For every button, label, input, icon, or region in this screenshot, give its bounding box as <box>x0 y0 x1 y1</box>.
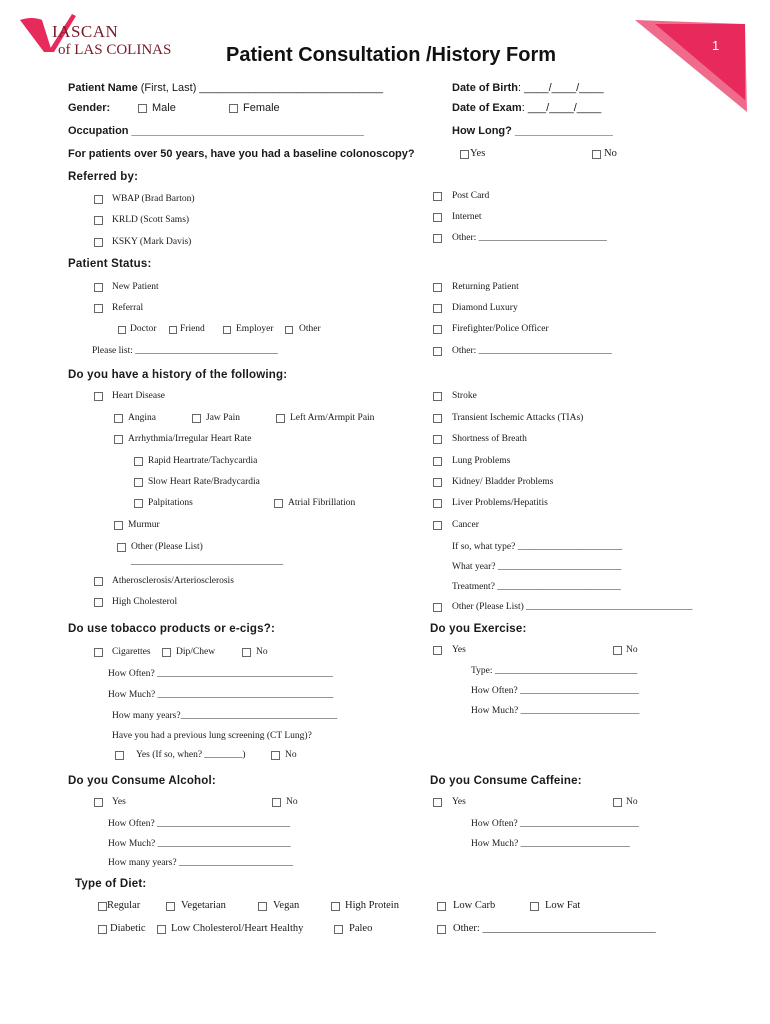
caffeine-much-field[interactable]: How Much? _______________________ <box>471 839 630 849</box>
history-arm-label: Left Arm/Armpit Pain <box>290 413 375 423</box>
history-breath-checkbox[interactable] <box>433 435 442 444</box>
history-other-right-checkbox[interactable] <box>433 603 442 612</box>
status-other-checkbox[interactable] <box>285 326 293 334</box>
ct-yes-label[interactable]: Yes (If so, when? ________) <box>136 750 246 760</box>
history-afib-label: Atrial Fibrillation <box>288 498 356 508</box>
referred-internet-label: Internet <box>452 212 482 222</box>
colonoscopy-no-label: No <box>604 148 617 159</box>
caffeine-yes-checkbox[interactable] <box>433 798 442 807</box>
corner-banner <box>635 0 770 115</box>
history-arrhythmia-checkbox[interactable] <box>114 435 123 444</box>
history-heart-label: Heart Disease <box>112 391 166 401</box>
history-afib-checkbox[interactable] <box>274 499 283 508</box>
diet-lowfat-label: Low Fat <box>545 900 581 911</box>
diet-regular-checkbox[interactable] <box>98 902 107 911</box>
referred-postcard-label: Post Card <box>452 191 490 201</box>
tobacco-heading: Do use tobacco products or e-cigs?: <box>68 623 275 635</box>
diet-cholesterol-label: Low Cholesterol/Heart Healthy <box>171 923 304 934</box>
ct-yes-checkbox[interactable] <box>115 751 124 760</box>
history-lung-checkbox[interactable] <box>433 457 442 466</box>
history-jaw-label: Jaw Pain <box>206 413 241 423</box>
diet-lowcarb-checkbox[interactable] <box>437 902 446 911</box>
history-liver-label: Liver Problems/Hepatitis <box>452 498 548 508</box>
history-other-label: Other (Please List) <box>131 542 203 552</box>
history-heart-checkbox[interactable] <box>94 392 103 401</box>
dob-label: Date of Birth: ____/____/____ <box>452 82 604 94</box>
tobacco-dip-label: Dip/Chew <box>176 647 216 657</box>
cancer-type-field[interactable]: If so, what type? ______________________ <box>452 542 623 552</box>
history-breath-label: Shortness of Breath <box>452 434 527 444</box>
alcohol-yes-label: Yes <box>112 797 126 807</box>
history-angina-checkbox[interactable] <box>114 414 123 423</box>
diet-protein-label: High Protein <box>345 900 399 911</box>
history-arrhythmia-label: Arrhythmia/Irregular Heart Rate <box>128 434 252 444</box>
history-tia-label: Transient Ischemic Attacks (TIAs) <box>452 413 584 423</box>
how-long-field[interactable]: How Long? ________________ <box>452 125 613 137</box>
status-doctor-checkbox[interactable] <box>118 326 126 334</box>
alcohol-no-checkbox[interactable] <box>272 798 281 807</box>
tobacco-dip-checkbox[interactable] <box>162 648 171 657</box>
status-referral-checkbox[interactable] <box>94 304 103 313</box>
caffeine-yes-label: Yes <box>452 797 466 807</box>
tobacco-cig-checkbox[interactable] <box>94 648 103 657</box>
tobacco-much-field[interactable]: How Much? _____________________________________ <box>108 690 334 700</box>
patient-name-label: Patient Name (First, Last) ______________________________ <box>68 82 383 94</box>
caffeine-often-field[interactable]: How Often? _________________________ <box>471 819 639 829</box>
history-athero-label: Atherosclerosis/Arteriosclerosis <box>112 576 234 586</box>
diet-heading: Type of Diet: <box>75 878 147 890</box>
ct-no-label: No <box>285 750 297 760</box>
status-other-right-checkbox[interactable] <box>433 347 442 356</box>
referred-heading: Referred by: <box>68 171 139 183</box>
exercise-heading: Do you Exercise: <box>430 623 527 635</box>
status-other-label: Other <box>299 324 321 334</box>
diet-protein-checkbox[interactable] <box>331 902 340 911</box>
history-kidney-checkbox[interactable] <box>433 478 442 487</box>
status-heading: Patient Status: <box>68 258 152 270</box>
exercise-much-field[interactable]: How Much? _________________________ <box>471 706 640 716</box>
status-doctor-label: Doctor <box>130 324 157 334</box>
history-arm-checkbox[interactable] <box>276 414 285 423</box>
caffeine-no-label: No <box>626 797 638 807</box>
history-stroke-checkbox[interactable] <box>433 392 442 401</box>
diet-lowfat-checkbox[interactable] <box>530 902 539 911</box>
referred-ksky-label: KSKY (Mark Davis) <box>112 237 192 247</box>
status-referral-label: Referral <box>112 303 144 313</box>
ct-question: Have you had a previous lung screening (CT Lung)? <box>112 731 312 741</box>
alcohol-often-field[interactable]: How Often? ____________________________ <box>108 819 291 829</box>
referred-other-checkbox[interactable] <box>433 234 442 243</box>
colonoscopy-yes-checkbox[interactable] <box>460 150 469 159</box>
referred-other-field[interactable]: Other: ___________________________ <box>452 233 607 243</box>
referred-krld-checkbox[interactable] <box>94 216 103 225</box>
history-murmur-checkbox[interactable] <box>114 521 123 530</box>
alcohol-yes-checkbox[interactable] <box>94 798 103 807</box>
diet-other-field[interactable]: Other: _________________________________ <box>453 923 656 934</box>
status-diamond-checkbox[interactable] <box>433 304 442 313</box>
colonoscopy-no-checkbox[interactable] <box>592 150 601 159</box>
history-rapid-label: Rapid Heartrate/Tachycardia <box>148 456 258 466</box>
status-friend-label: Friend <box>180 324 205 334</box>
history-slow-label: Slow Heart Rate/Bradycardia <box>148 477 260 487</box>
history-other-field[interactable]: ________________________________ <box>131 557 283 567</box>
history-lung-label: Lung Problems <box>452 456 511 466</box>
alcohol-years-field[interactable]: How many years? ________________________ <box>108 858 293 868</box>
history-palp-checkbox[interactable] <box>134 499 143 508</box>
gender-female-label: Female <box>243 102 280 114</box>
referred-krld-label: KRLD (Scott Sams) <box>112 215 190 225</box>
colonoscopy-yes-label: Yes <box>470 148 486 159</box>
exercise-type-field[interactable]: Type: ______________________________ <box>471 666 638 676</box>
status-diamond-label: Diamond Luxury <box>452 303 518 313</box>
status-firefighter-label: Firefighter/Police Officer <box>452 324 549 334</box>
tobacco-often-field[interactable]: How Often? _____________________________________ <box>108 669 333 679</box>
history-other-right-field[interactable]: Other (Please List) ___________________________________ <box>452 602 693 612</box>
alcohol-no-label: No <box>286 797 298 807</box>
history-angina-label: Angina <box>128 413 156 423</box>
status-returning-label: Returning Patient <box>452 282 519 292</box>
status-employer-checkbox[interactable] <box>223 326 231 334</box>
history-stroke-label: Stroke <box>452 391 477 401</box>
caffeine-heading: Do you Consume Caffeine: <box>430 775 582 787</box>
history-chol-label: High Cholesterol <box>112 597 178 607</box>
history-chol-checkbox[interactable] <box>94 598 103 607</box>
diet-diabetic-checkbox[interactable] <box>98 925 107 934</box>
page-number: 1 <box>712 38 720 53</box>
tobacco-no-checkbox[interactable] <box>242 648 251 657</box>
diet-paleo-checkbox[interactable] <box>334 925 343 934</box>
status-employer-label: Employer <box>236 324 274 334</box>
history-tia-checkbox[interactable] <box>433 414 442 423</box>
status-other-right-field[interactable]: Other: ____________________________ <box>452 346 612 356</box>
diet-vegan-checkbox[interactable] <box>258 902 267 911</box>
colonoscopy-question: For patients over 50 years, have you had a baseline colonoscopy? <box>68 148 415 160</box>
history-rapid-checkbox[interactable] <box>134 457 143 466</box>
alcohol-heading: Do you Consume Alcohol: <box>68 775 216 787</box>
tobacco-years-field[interactable]: How many years?_________________________________ <box>112 711 338 721</box>
logo-line-2: of LAS COLINAS <box>58 42 172 58</box>
exercise-yes-checkbox[interactable] <box>433 646 442 655</box>
status-firefighter-checkbox[interactable] <box>433 325 442 334</box>
logo <box>18 12 188 62</box>
referred-wbap-checkbox[interactable] <box>94 195 103 204</box>
exercise-often-field[interactable]: How Often? _________________________ <box>471 686 639 696</box>
diet-vegan-label: Vegan <box>273 900 300 911</box>
referred-postcard-checkbox[interactable] <box>433 192 442 201</box>
status-friend-checkbox[interactable] <box>169 326 177 334</box>
occupation-field[interactable]: Occupation ______________________________________ <box>68 125 365 137</box>
diet-vegetarian-label: Vegetarian <box>181 900 226 911</box>
history-athero-checkbox[interactable] <box>94 577 103 586</box>
exam-date-label: Date of Exam: ___/____/____ <box>452 102 602 114</box>
caffeine-no-checkbox[interactable] <box>613 798 622 807</box>
tobacco-no-label: No <box>256 647 268 657</box>
history-kidney-label: Kidney/ Bladder Problems <box>452 477 554 487</box>
diet-regular-label: Regular <box>107 900 141 911</box>
gender-female-checkbox[interactable] <box>229 104 238 113</box>
gender-label: Gender: <box>68 102 111 114</box>
history-heading: Do you have a history of the following: <box>68 369 288 381</box>
status-please-list-field[interactable]: Please list: ______________________________ <box>92 346 278 356</box>
diet-paleo-label: Paleo <box>349 923 373 934</box>
history-jaw-checkbox[interactable] <box>192 414 201 423</box>
page-title: Patient Consultation /History Form <box>226 44 557 66</box>
history-palp-label: Palpitations <box>148 498 193 508</box>
diet-lowcarb-label: Low Carb <box>453 900 496 911</box>
exercise-no-label: No <box>626 645 638 655</box>
status-new-checkbox[interactable] <box>94 283 103 292</box>
status-returning-checkbox[interactable] <box>433 283 442 292</box>
diet-cholesterol-checkbox[interactable] <box>157 925 166 934</box>
diet-other-checkbox[interactable] <box>437 925 446 934</box>
history-cancer-label: Cancer <box>452 520 479 530</box>
history-cancer-checkbox[interactable] <box>433 521 442 530</box>
referred-internet-checkbox[interactable] <box>433 213 442 222</box>
ct-no-checkbox[interactable] <box>271 751 280 760</box>
history-murmur-label: Murmur <box>128 520 160 530</box>
history-other-checkbox[interactable] <box>117 543 126 552</box>
history-slow-checkbox[interactable] <box>134 478 143 487</box>
referred-ksky-checkbox[interactable] <box>94 238 103 247</box>
alcohol-much-field[interactable]: How Much? ____________________________ <box>108 839 291 849</box>
gender-male-label: Male <box>152 102 176 114</box>
diet-diabetic-label: Diabetic <box>110 923 146 934</box>
gender-male-checkbox[interactable] <box>138 104 147 113</box>
exercise-yes-label: Yes <box>452 645 466 655</box>
cancer-treatment-field[interactable]: Treatment? __________________________ <box>452 582 621 592</box>
referred-wbap-label: WBAP (Brad Barton) <box>112 194 195 204</box>
logo-line-1: IASCAN <box>52 22 119 41</box>
tobacco-cig-label: Cigarettes <box>112 647 151 657</box>
history-liver-checkbox[interactable] <box>433 499 442 508</box>
exercise-no-checkbox[interactable] <box>613 646 622 655</box>
cancer-year-field[interactable]: What year? __________________________ <box>452 562 622 572</box>
diet-vegetarian-checkbox[interactable] <box>166 902 175 911</box>
status-new-label: New Patient <box>112 282 159 292</box>
